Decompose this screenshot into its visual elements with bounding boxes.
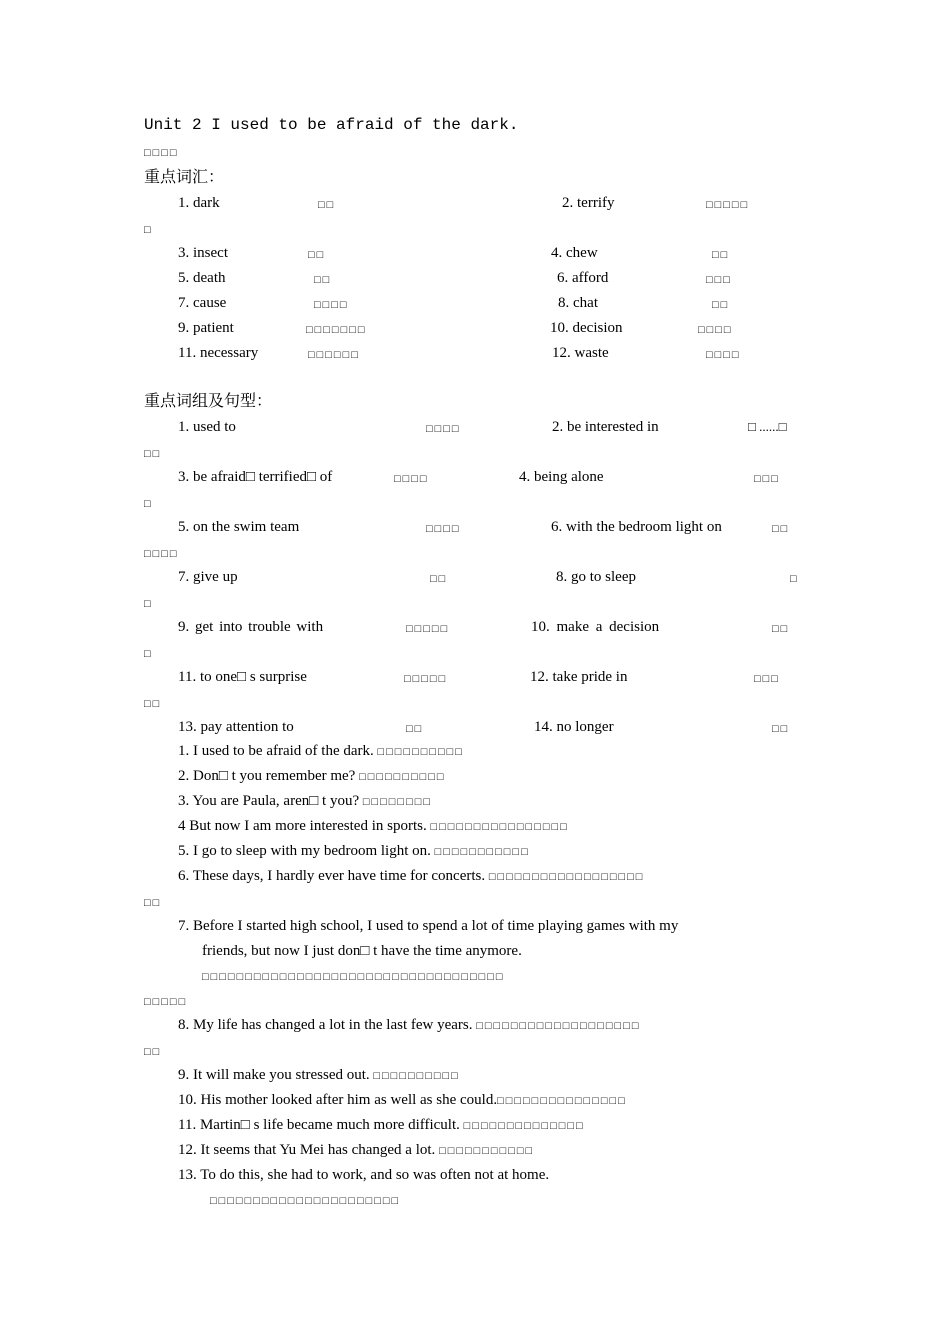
sentence-en: 2. Don□ t you remember me? — [178, 768, 356, 784]
sentence-zh: □□□□□□□□□□ — [377, 746, 464, 758]
phrase-translation: □□ — [406, 723, 424, 735]
phrase-continuation: □□□□ — [144, 548, 179, 560]
sentence-en: 9. It will make you stressed out. — [178, 1067, 370, 1083]
sentence-en: 3. You are Paula, aren□ t you? — [178, 793, 360, 809]
sentence-en: 12. It seems that Yu Mei has changed a lot. — [178, 1142, 436, 1158]
vocab-item: 12. waste — [552, 345, 609, 361]
sentence-en: 4 But now I am more interested in sports. — [178, 818, 427, 834]
vocab-translation: □□ — [314, 274, 332, 286]
phrase-item: 10. make a decision — [531, 619, 660, 635]
phrase-item: 8. go to sleep — [556, 569, 636, 585]
sentence-continuation: □□ — [144, 897, 162, 909]
sentence-zh: □□□□□□□□□□□□□□□□□□□ — [476, 1020, 641, 1032]
sentence-zh: □□□□□□□□□□□□□□□ — [497, 1095, 627, 1107]
phrase-translation: □□ — [772, 523, 790, 535]
phrase-item: 14. no longer — [534, 719, 614, 735]
vocab-translation: □□□□ — [698, 324, 733, 336]
sentence — [178, 842, 530, 861]
phrase-item: 6. with the bedroom light on — [551, 519, 722, 535]
sentence-en: 13. To do this, she had to work, and so was often not at home. — [178, 1167, 550, 1183]
sentence-continuation: □□ — [144, 1046, 162, 1058]
phrase-item: 3. be afraid□ terrified□ of — [178, 469, 333, 485]
phrase-item: 1. used to — [178, 419, 236, 435]
vocab-translation: □□ — [712, 299, 730, 311]
phrase-continuation: □□ — [144, 698, 162, 710]
sentence-zh: □□□□□□□□□□□□□□□□ — [430, 821, 569, 833]
vocab-item: 10. decision — [550, 320, 623, 336]
vocab-translation: □□□□□□ — [308, 349, 360, 361]
sentence — [178, 767, 446, 786]
phrase-item: 12. take pride in — [530, 669, 628, 685]
sentence-en: 8. My life has changed a lot in the last few years. — [178, 1017, 473, 1033]
vocab-item: 11. necessary — [178, 345, 259, 361]
sentence-continuation: □□□□□ — [144, 996, 188, 1008]
phrase-continuation: □ — [144, 648, 153, 660]
sentence — [178, 1016, 641, 1035]
sentence — [178, 1141, 534, 1160]
phrase-translation: □□□ — [754, 473, 780, 485]
sentence — [178, 792, 432, 811]
phrase-item: 4. being alone — [519, 469, 604, 485]
vocab-translation: □□ — [318, 199, 336, 211]
sentence-en: 7. Before I started high school, I used to spend a lot of time playing games with my — [178, 918, 679, 934]
phrase-heading: 重点词组及句型： — [144, 391, 273, 410]
sentence-zh: □□□□□□□□□□ — [373, 1070, 460, 1082]
sentence — [178, 742, 464, 761]
vocab-translation: □□□□ — [314, 299, 349, 311]
vocab-item: 5. death — [178, 270, 226, 286]
phrase-item: 5. on the swim team — [178, 519, 300, 535]
vocab-translation: □□ — [712, 249, 730, 261]
vocab-translation: □□□□□ — [706, 199, 750, 211]
sentence-zh: □□□□□□□□□□□□□□□□□□ — [488, 871, 645, 883]
sentence — [178, 1066, 460, 1085]
sentence-en: 11. Martin□ s life became much more difficult. — [178, 1117, 460, 1133]
sentence-en: 1. I used to be afraid of the dark. — [178, 743, 374, 759]
vocab-continuation: □ — [144, 224, 153, 236]
sentence-en: 6. These days, I hardly ever have time for concerts. — [178, 868, 486, 884]
sentence — [178, 817, 569, 836]
sentence — [178, 1116, 585, 1135]
phrase-translation: □ ......□ — [748, 419, 787, 434]
vocab-item: 8. chat — [558, 295, 598, 311]
phrase-continuation: □ — [144, 498, 153, 510]
phrase-continuation: □ — [144, 598, 153, 610]
vocab-item: 6. afford — [557, 270, 609, 286]
sentence — [178, 1091, 627, 1110]
phrase-translation: □ — [790, 573, 799, 585]
phrase-translation: □□□□□ — [406, 623, 450, 635]
vocab-item: 2. terrify — [562, 195, 615, 211]
sentence-zh: □□□□□□□□□□□□□□ — [463, 1120, 585, 1132]
sentence-zh: □□□□□□□□□□□ — [439, 1145, 535, 1157]
sentence-zh: □□□□□□□□□□□□□□□□□□□□□□ — [210, 1195, 401, 1207]
vocab-item: 9. patient — [178, 320, 234, 336]
vocab-translation: □□□ — [706, 274, 732, 286]
sentence-en: 10. His mother looked after him as well as she could. — [178, 1092, 498, 1108]
phrase-item: 11. to one□ s surprise — [178, 669, 307, 685]
phrase-translation: □□□□ — [426, 423, 461, 435]
phrase-translation: □□□□ — [394, 473, 429, 485]
vocab-translation: □□□□ — [706, 349, 741, 361]
unit-title: Unit 2 I used to be afraid of the dark. — [144, 116, 519, 134]
phrase-translation: □□ — [772, 723, 790, 735]
phrase-translation: □□□ — [754, 673, 780, 685]
phrase-translation: □□□□□ — [404, 673, 448, 685]
sentence-zh: □□□□□□□□□□ — [359, 771, 446, 783]
vocab-translation: □□ — [308, 249, 326, 261]
phrase-translation: □□□□ — [426, 523, 461, 535]
vocab-translation: □□□□□□□ — [306, 324, 367, 336]
vocab-heading: 重点词汇： — [144, 167, 225, 186]
sentence-zh: □□□□□□□□ — [362, 796, 433, 808]
phrase-continuation: □□ — [144, 448, 162, 460]
vocab-item: 1. dark — [178, 195, 220, 211]
phrase-translation: □□ — [772, 623, 790, 635]
vocab-item: 7. cause — [178, 295, 227, 311]
phrase-translation: □□ — [430, 573, 448, 585]
vocab-item: 3. insect — [178, 245, 228, 261]
sentence-zh: □□□□□□□□□□□□□□□□□□□□□□□□□□□□□□□□□□□ — [202, 971, 505, 983]
phrase-item: 7. give up — [178, 569, 238, 585]
phrase-item: 9. get into trouble with — [178, 619, 324, 635]
sentence — [178, 867, 644, 886]
phrase-item: 2. be interested in — [552, 419, 659, 435]
sentence-en: 5. I go to sleep with my bedroom light on. — [178, 843, 431, 859]
subtitle: □□□□ — [144, 147, 179, 159]
sentence-en: friends, but now I just don□ t have the time anymore. — [202, 943, 522, 959]
vocab-item: 4. chew — [551, 245, 598, 261]
phrase-item: 13. pay attention to — [178, 719, 294, 735]
sentence-zh: □□□□□□□□□□□ — [434, 846, 530, 858]
